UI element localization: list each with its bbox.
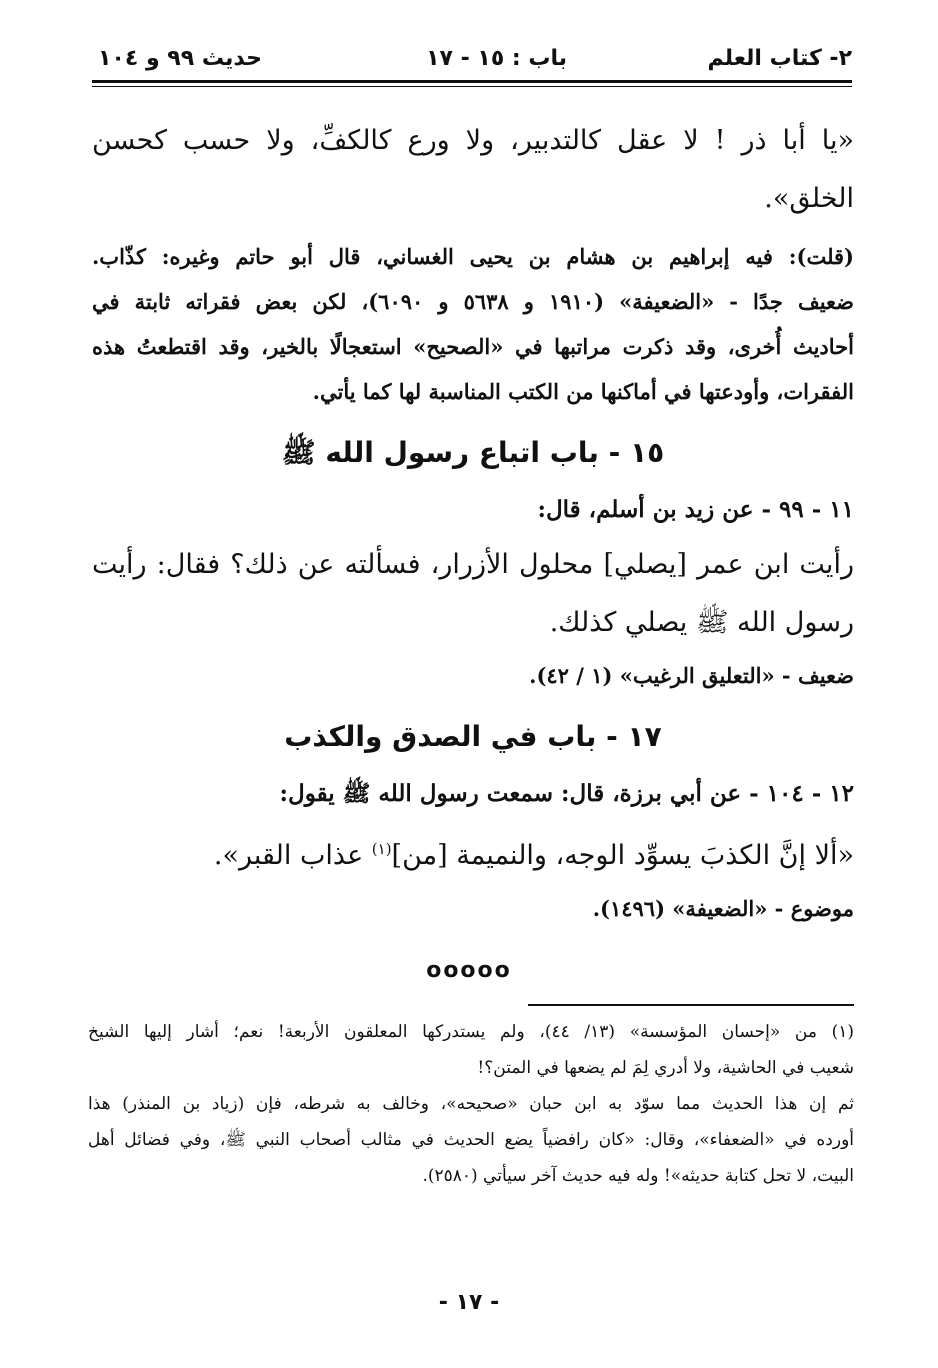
footnote-marker[interactable]: (١) bbox=[371, 840, 392, 858]
footnote-line: شعيب في الحاشية، ولا أدري لِمَ لم يضعها في المتن؟! bbox=[477, 1058, 854, 1078]
footnote-line: أورده في «الضعفاء»، وقال: «كان رافضياً يضع الحديث في مثالب أصحاب النبي ﷺ، وفي فضائل أهل bbox=[88, 1130, 854, 1150]
commentary-note: (قلت): فيه إبراهيم بن هشام بن يحيى الغساني، قال أبو حاتم وغيره: كذّاب. bbox=[92, 244, 854, 269]
hadith-text-line: رأيت ابن عمر [يصلي] محلول الأزرار، فسألته عن ذلك؟ فقال: رأيت bbox=[92, 549, 854, 580]
footnote-line: ثم إن هذا الحديث مما سوّد به ابن حبان «صحيحه»، وخالف به شرطه، فإن (زياد بن المنذر) هذا bbox=[88, 1094, 854, 1114]
footnote-rule bbox=[528, 1004, 854, 1006]
section-heading-17: ١٧ - باب في الصدق والكذب bbox=[284, 720, 662, 753]
footnote-line: (١) من «إحسان المؤسسة» (١٣/ ٤٤)، ولم يستدركها المعلقون الأربعة! نعم؛ أشار إليها الشيخ bbox=[88, 1022, 855, 1042]
header-hadith-range: حديث ٩٩ و ١٠٤ bbox=[98, 46, 262, 71]
page-number: - ١٧ - bbox=[438, 1290, 500, 1315]
header-rule-thin bbox=[92, 86, 852, 87]
footnotes bbox=[88, 1014, 854, 1194]
footnote-line: البيت، لا تحل كتابة حديثه»! وله فيه حديث آخر سيأتي (٢٥٨٠). bbox=[422, 1166, 854, 1186]
hadith-text-line bbox=[92, 820, 854, 885]
grading-line: أحاديث أُخرى، وقد ذكرت مراتبها في «الصحيح» استعجالًا بالخير، وقد اقتطعتُ هذه bbox=[92, 334, 854, 359]
running-header bbox=[92, 40, 852, 78]
isnad-line: ١٢ - ١٠٤ - عن أبي برزة، قال: سمعت رسول الله ﷺ يقول: bbox=[279, 780, 854, 807]
header-chapter: ٢- كتاب العلم bbox=[707, 46, 852, 71]
hadith-text-line: «يا أبا ذر ! لا عقل كالتدبير، ولا ورع كالكفِّ، ولا حسب كحسن bbox=[92, 125, 854, 156]
section-separator: ooooo bbox=[426, 958, 512, 983]
grading-line: ضعيف جدًا - «الضعيفة» (١٩١٠ و ٥٦٣٨ و ٦٠٩٠)، لكن بعض فقراته ثابتة في bbox=[92, 289, 854, 314]
grading-line: ضعيف - «التعليق الرغيب» (١ / ٤٢). bbox=[529, 663, 854, 688]
hadith-text: عذاب القبر». bbox=[213, 840, 372, 871]
hadith-text: «ألا إنَّ الكذبَ يسوِّد الوجه، والنميمة [من] bbox=[391, 840, 854, 871]
section-heading-15: ١٥ - باب اتباع رسول الله ﷺ bbox=[281, 436, 665, 469]
isnad-line: ١١ - ٩٩ - عن زيد بن أسلم، قال: bbox=[537, 496, 854, 523]
grading-line: الفقرات، وأودعتها في أماكنها من الكتب المناسبة لها كما يأتي. bbox=[312, 379, 854, 404]
main-text bbox=[92, 112, 854, 933]
header-rule-thick bbox=[92, 80, 852, 83]
hadith-text-line: رسول الله ﷺ يصلي كذلك. bbox=[549, 607, 854, 638]
header-section-range: باب : ١٥ - ١٧ bbox=[426, 46, 567, 71]
hadith-text-line: الخلق». bbox=[764, 183, 854, 214]
grading-line: موضوع - «الضعيفة» (١٤٩٦). bbox=[592, 896, 854, 921]
